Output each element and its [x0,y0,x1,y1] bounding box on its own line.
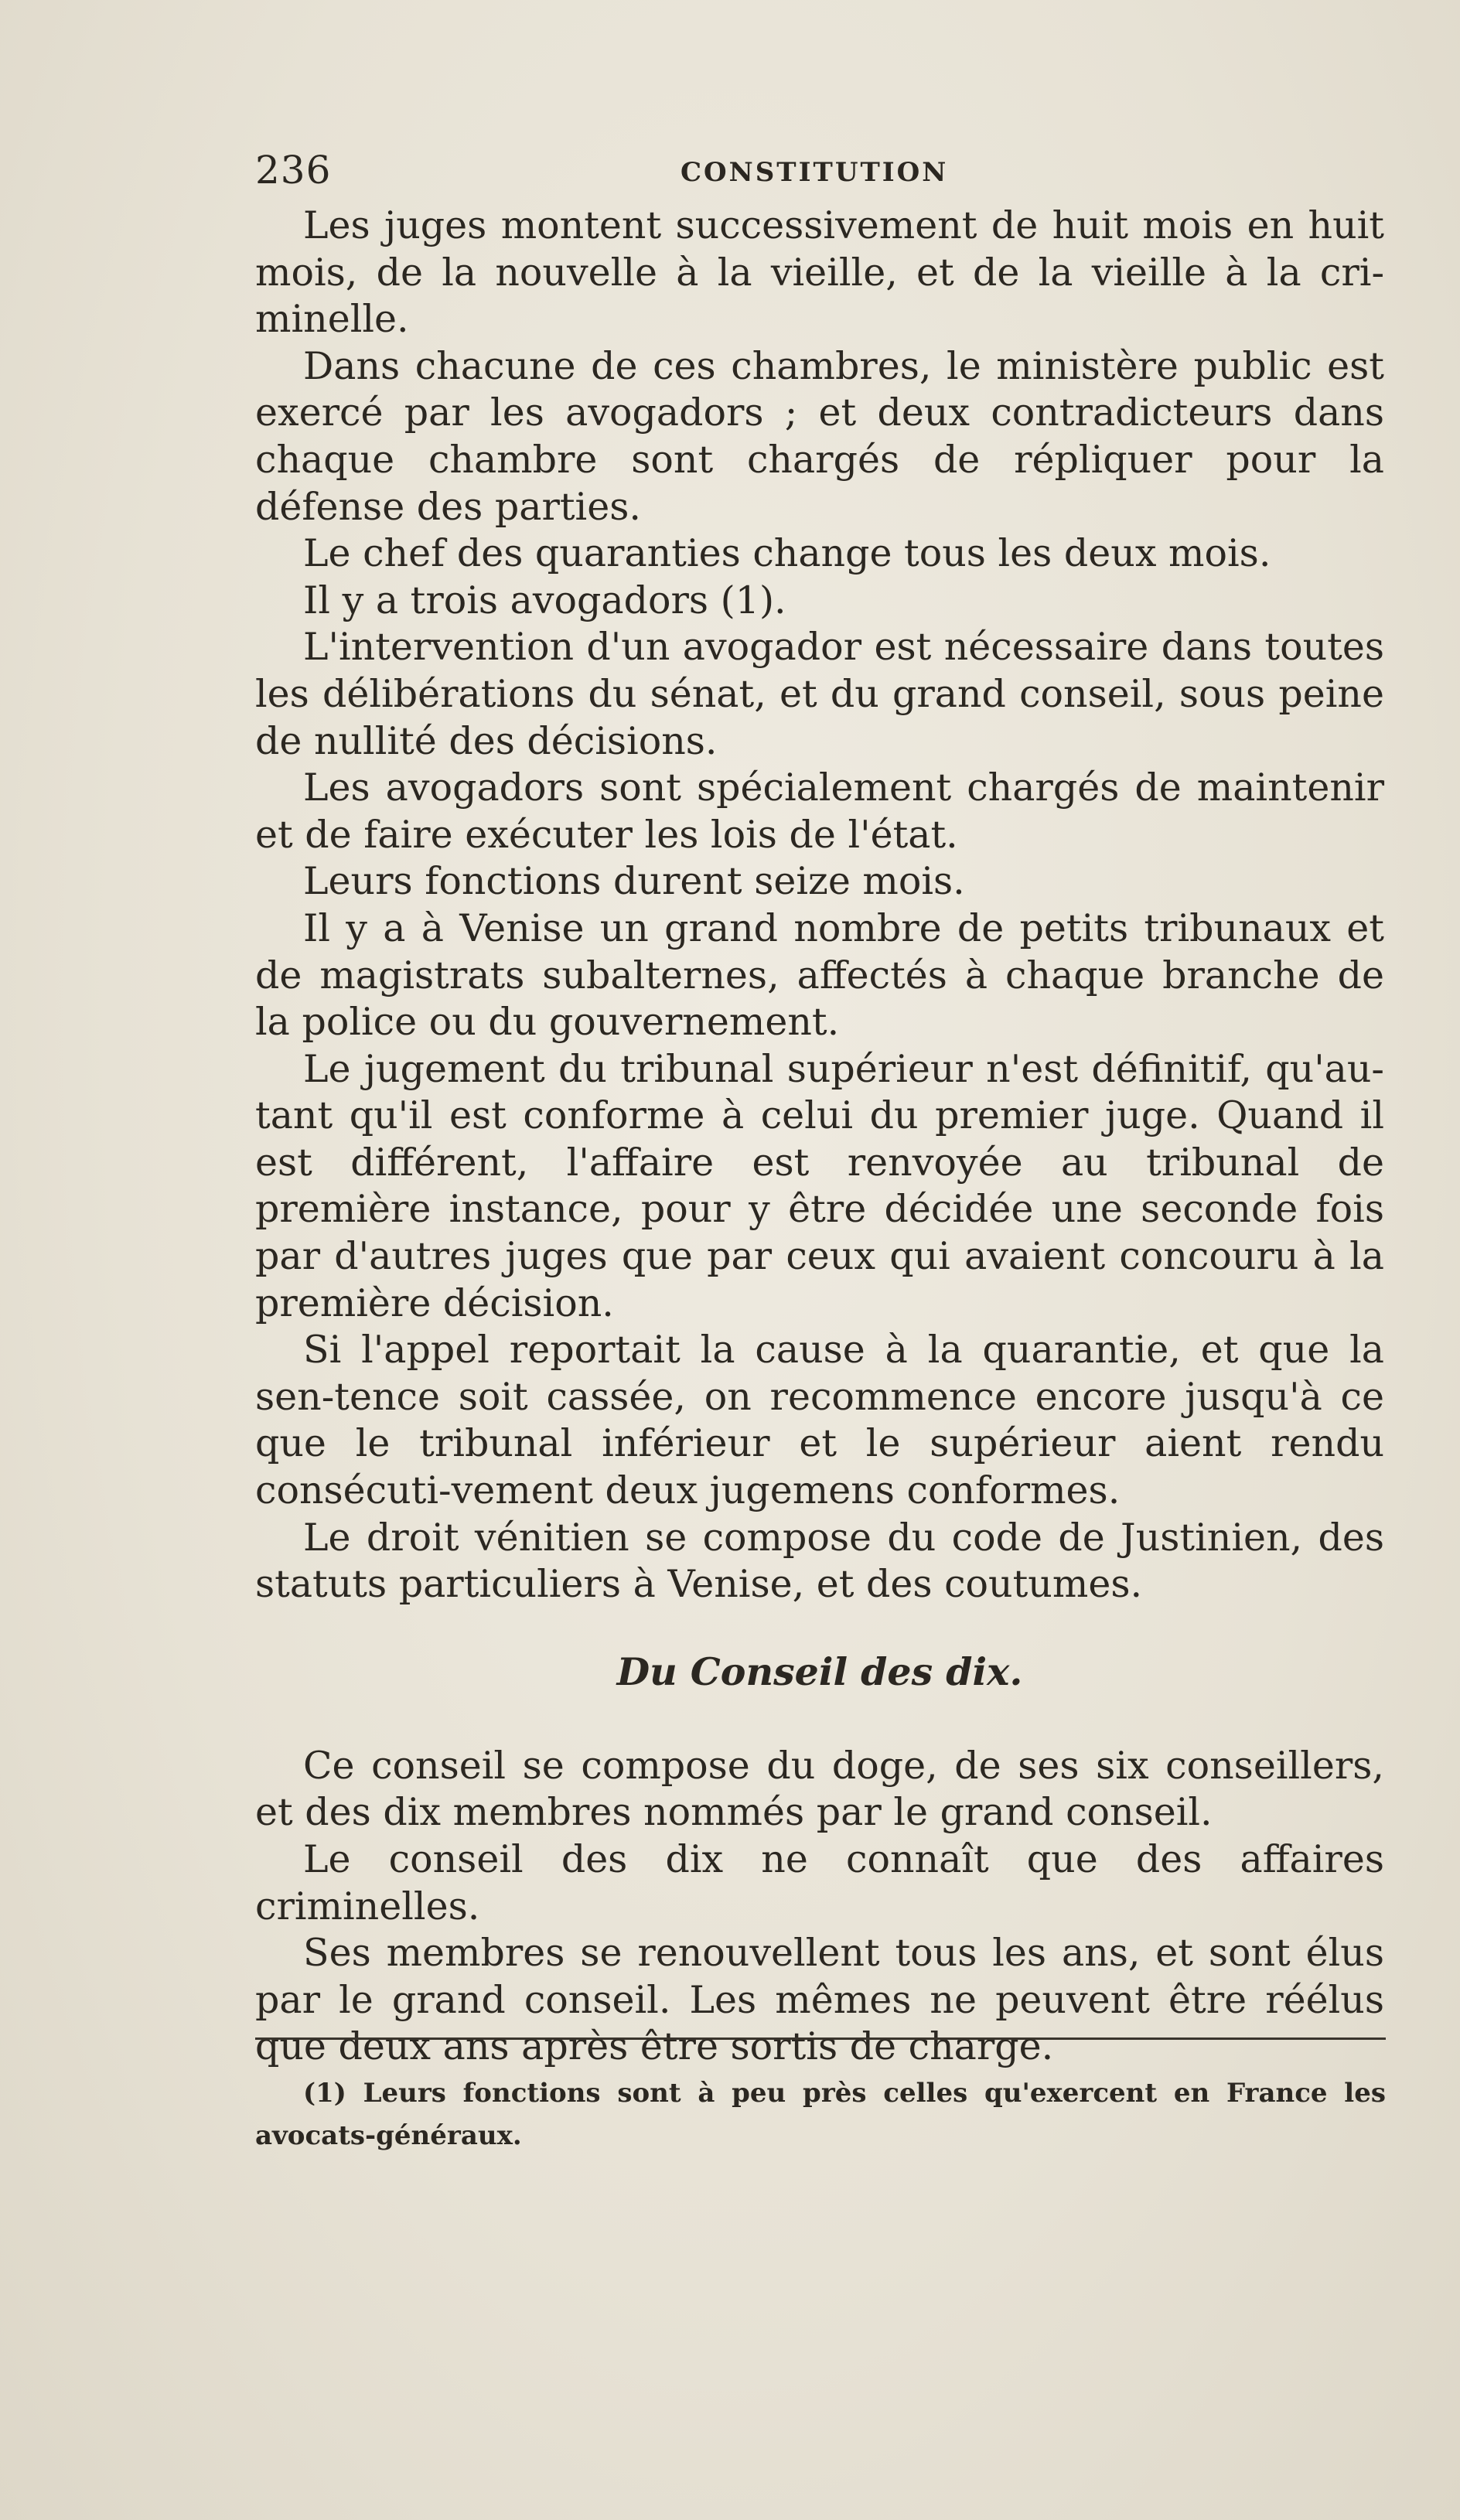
section-title: Du Conseil des dix. [616,1649,1023,1694]
paragraph: Il y a à Venise un grand nombre de petits tribunaux et de magistrats subalternes, affectés à chaque branche de la police ou du gouvernement. [255,905,1384,1045]
paragraph: L'intervention d'un avogador est nécessaire dans toutes les délibérations du sénat, et du grand conseil, sous peine de nullité des décisions. [255,625,1384,763]
footnote: (1) Leurs fonctions sont à peu près celles qu'exercent en France les avocats-généraux. [255,2078,1386,2151]
footnote-divider [255,2037,1386,2040]
paragraph: Si l'appel reportait la cause à la quarantie, et que la sen-tence soit cassée, on recommence encore jusqu'à ce que le tribunal inférieur et le supérieur aient rendu consécuti-vement deux jugemens conformes. [255,1328,1384,1513]
section-paragraph: Ce conseil se compose du doge, de ses six conseillers, et des dix membres nommés par le grand conseil. [255,1743,1384,1835]
paragraph: Les juges montent successivement de huit mois en huit mois, de la nouvelle à la vieille, et de la vieille à la cri-minelle. [255,203,1384,342]
paragraph: Le jugement du tribunal supérieur n'est définitif, qu'au-tant qu'il est conforme à celui du premier juge. Quand il est différent, l'affaire est renvoyée au tribunal de première instance, pour y être décidée une seconde fois par d'autres juges que par ceux qui avaient concouru à la première décision. [255,1046,1384,1325]
section-paragraph: Le conseil des dix ne connaît que des affaires criminelles. [255,1837,1384,1928]
paragraph: Il y a trois avogadors (1). [303,578,786,622]
page-header [255,143,1400,197]
paragraph: Le droit vénitien se compose du code de Justinien, des statuts particuliers à Venise, et des coutumes. [255,1515,1384,1607]
paragraph: Le chef des quaranties change tous les deux mois. [303,531,1271,576]
paragraph: Leurs fonctions durent seize mois. [303,859,965,904]
running-title: CONSTITUTION [681,157,949,188]
main-text [255,203,1384,2071]
section-paragraph: Ses membres se renouvellent tous les ans, et sont élus par le grand conseil. Les mêmes ne peuvent être réélus que deux ans après être sortis de charge. [255,1931,1384,2069]
paragraph: Dans chacune de ces chambres, le ministère public est exercé par les avogadors ; et deux contradicteurs dans chaque chambre sont chargés de répliquer pour la défense des parties. [255,343,1384,529]
page-number: 236 [255,148,332,193]
paragraph: Les avogadors sont spécialement chargés de maintenir et de faire exécuter les lois de l'état. [255,766,1384,857]
